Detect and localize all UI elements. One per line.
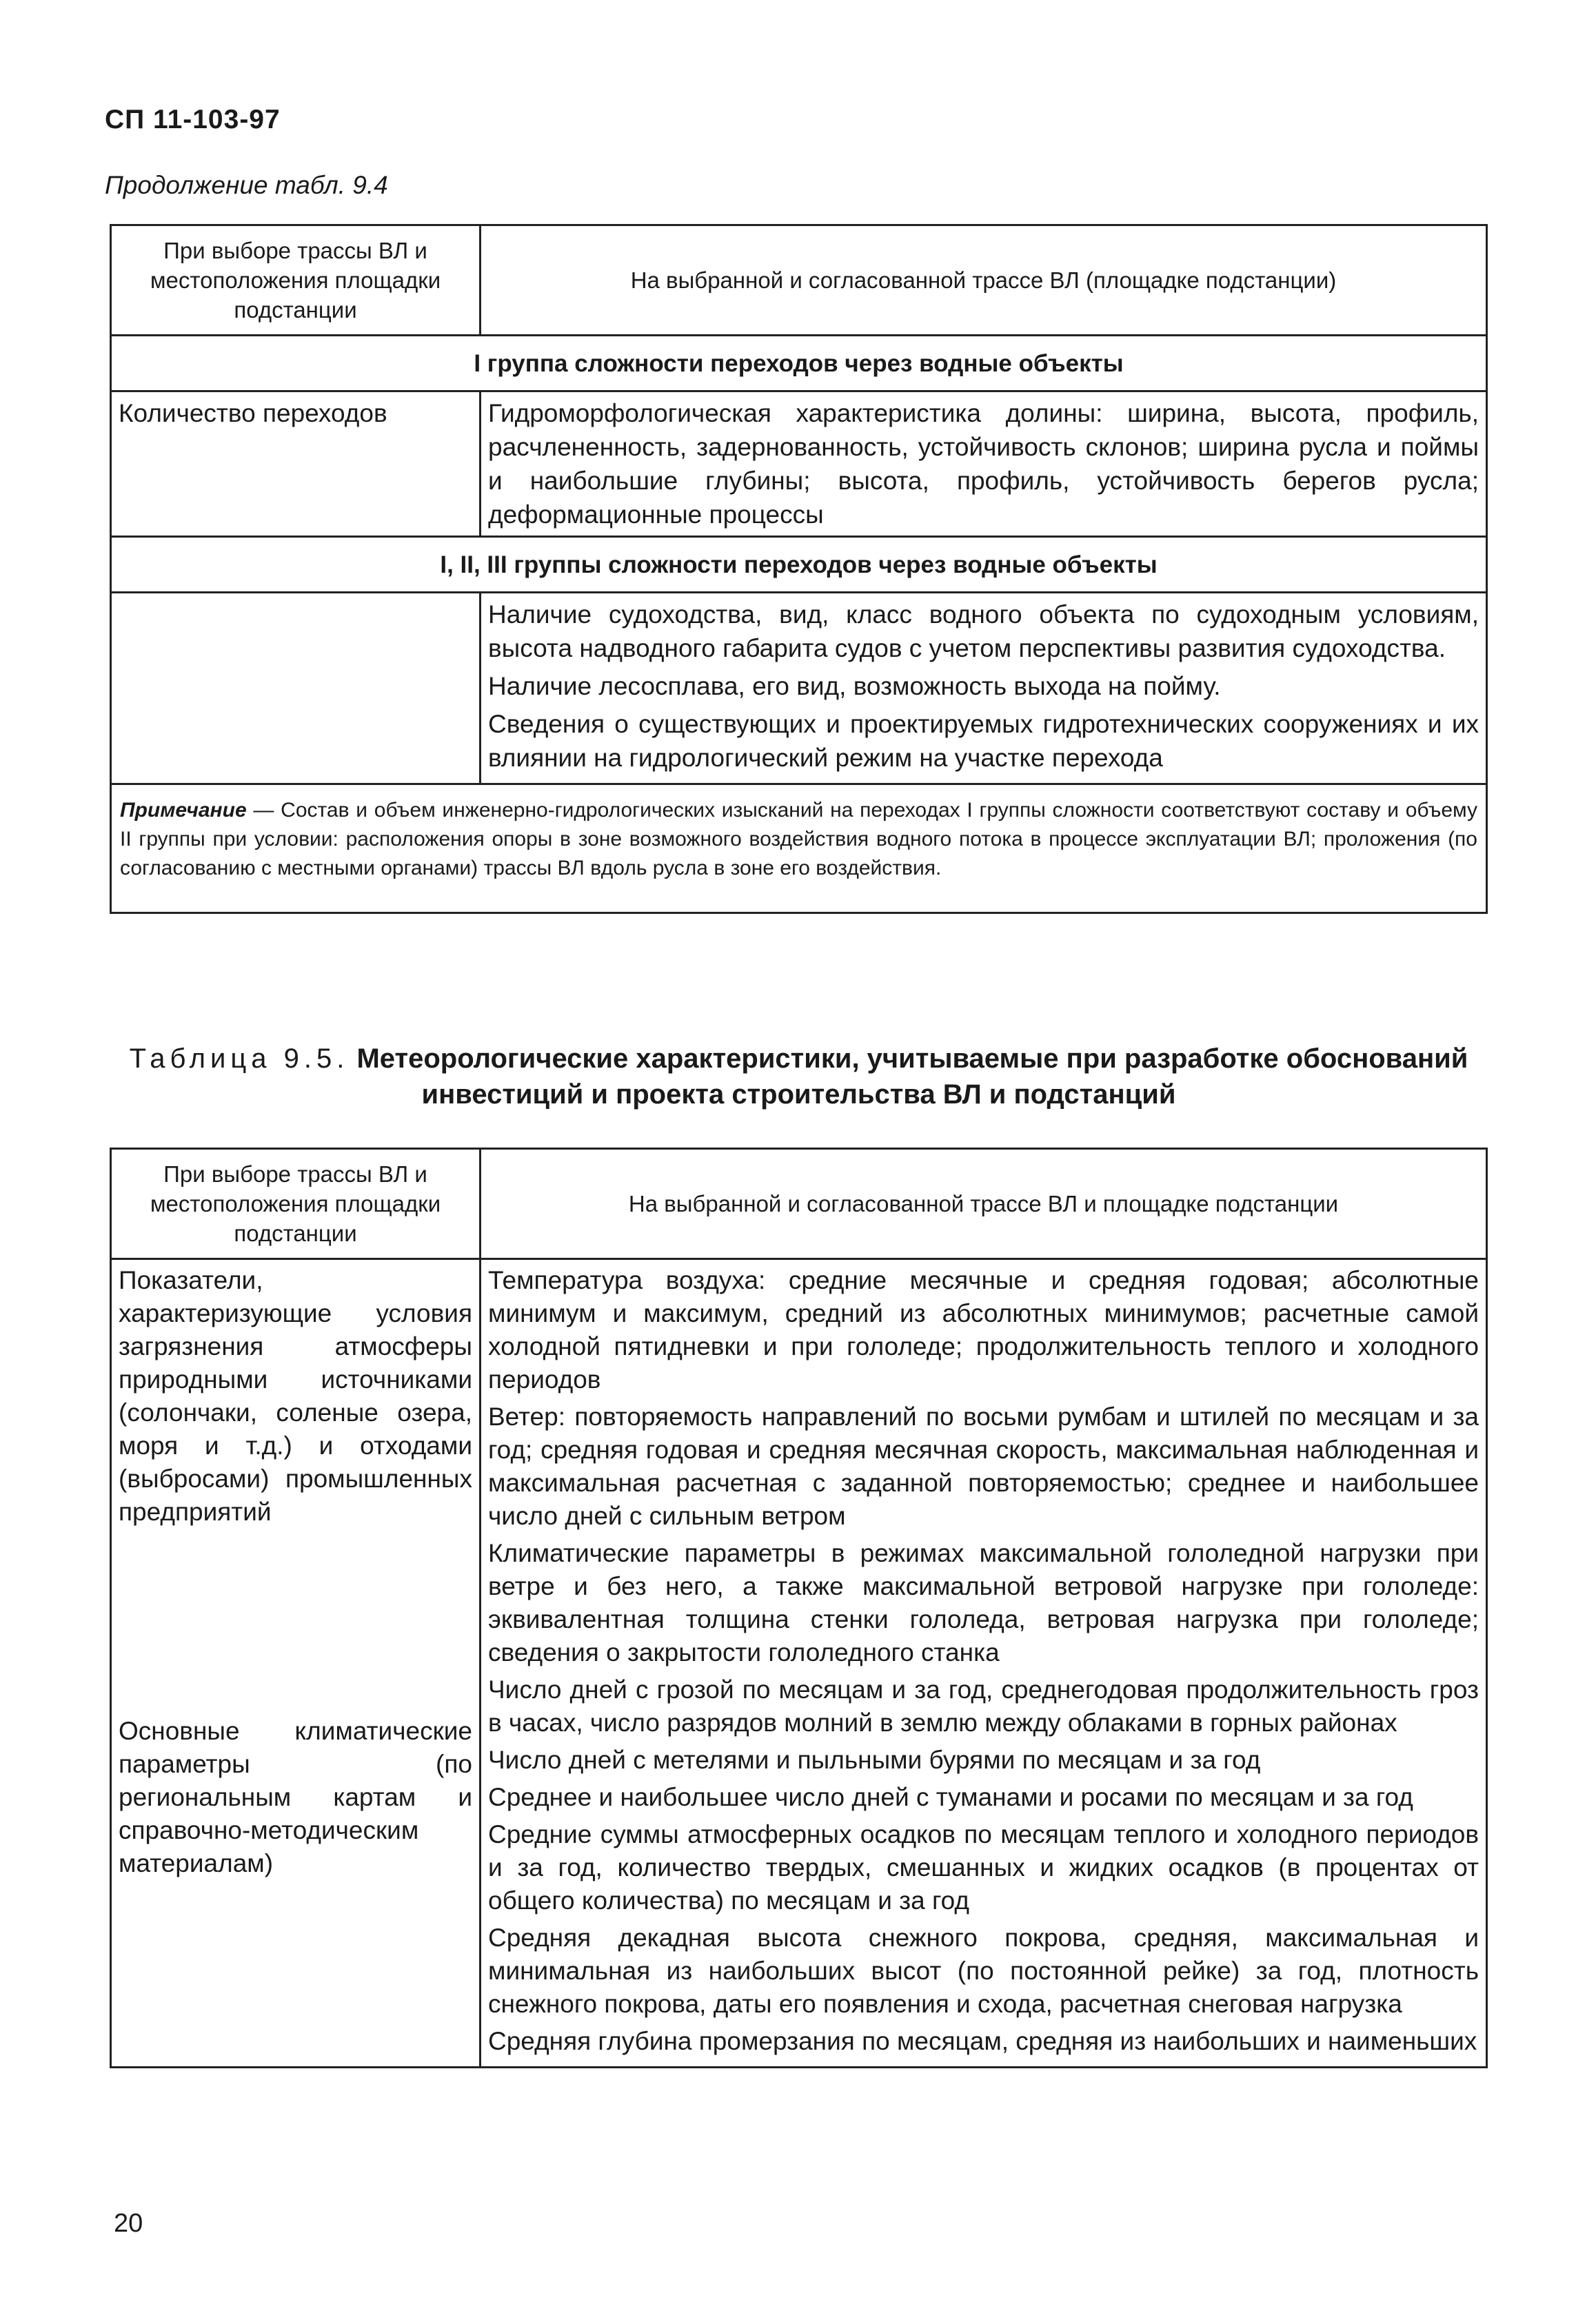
table94-row1-label: Количество переходов [111,391,481,537]
table95-title-text: Метеорологические характеристики, учитываемые при разработке обоснований инвестиций и проекта строительства ВЛ и подстанций [356,1043,1468,1110]
table95-left-block-2: Основные климатические параметры (по региональным картам и справочно-методическим материалам) [119,1717,472,1877]
table94-col1-header: При выборе трассы ВЛ и местоположения площадки подстанции [111,225,481,336]
table95-item: Число дней с грозой по месяцам и за год, среднегодовая продолжительность гроз в часах, число разрядов молний в землю между облаками в горных районах [488,1675,1479,1737]
table94-row2-text [481,593,1487,784]
table94-group1-heading: I группа сложности переходов через водные объекты [111,336,1487,391]
table95-col1-header: При выборе трассы ВЛ и местоположения площадки подстанции [111,1149,481,1259]
table95-item: Средняя декадная высота снежного покрова, средняя, максимальная и минимальная из наибольших высот (по постоянной рейке) за год, плотность снежного покрова, даты его появления и схода, расчетная снеговая нагрузка [488,1924,1479,2018]
continuation-label: Продолжение табл. 9.4 [105,171,388,199]
table94-group2-heading: I, II, III группы сложности переходов через водные объекты [111,537,1487,593]
table95-right-cell [481,1259,1487,2068]
table94-note [111,784,1487,913]
page-number: 20 [114,2209,143,2238]
table95-item: Температура воздуха: средние месячные и средняя годовая; абсолютные минимум и максимум, средний из абсолютных минимумов; расчетные самой холодной пятидневки и при гололеде; продолжительность теплого и холодного периодов [488,1266,1479,1394]
table95-item: Средняя глубина промерзания по месяцам, средняя из наибольших и наименьших [488,2027,1477,2055]
table95-item: Средние суммы атмосферных осадков по месяцам теплого и холодного периодов и за год, количество твердых, смешанных и жидких осадков (в процентах от общего количества) по месяцам и за год [488,1820,1479,1915]
table94-row2-para: Наличие лесосплава, его вид, возможность выхода на пойму. [488,672,1221,700]
table95-item: Среднее и наибольшее число дней с туманами и росами по месяцам и за год [488,1783,1413,1811]
table94-col2-header: На выбранной и согласованной трассе ВЛ (площадке подстанции) [481,225,1487,336]
table95-item: Климатические параметры в режимах максимальной гололедной нагрузки при ветре и без него, а также максимальной ветровой нагрузке при гололеде: эквивалентная толщина стенки гололеда, ветровая нагрузка при гололеде; сведения о закрытости гололедного станка [488,1539,1479,1666]
table94-row2-para: Наличие судоходства, вид, класс водного объекта по судоходным условиям, высота надводного габарита судов с учетом перспективы развития судоходства. [488,600,1479,662]
table95-item: Ветер: повторяемость направлений по восьми румбам и штилей по месяцам и за год; средняя годовая и средняя месячная скорость, максимальная наблюденная и максимальная расчетная с заданной повторяемостью; среднее и наибольшее число дней с сильным ветром [488,1403,1479,1530]
table94-row2-para: Сведения о существующих и проектируемых гидротехнических сооружениях и их влиянии на гидрологический режим на участке перехода [488,710,1479,772]
table-9-4 [110,224,1488,914]
table95-left-cell [111,1259,481,2068]
table95-left-block-1: Показатели, характеризующие условия загрязнения атмосферы природными источниками (солончаки, соленые озера, моря и т.д.) и отходами (выбросами) промышленных предприятий [119,1266,472,1526]
note-text: — Состав и объем инженерно-гидрологических изысканий на переходах I группы сложности соответствуют составу и объему II группы при условии: расположения опоры в зоне возможного воздействия водного потока в процессе эксплуатации ВЛ; проложения (по согласованию с местными органами) трассы ВЛ вдоль русла в зоне его воздействия. [120,799,1477,879]
table-9-5-title [110,1041,1488,1112]
table95-label: Таблица 9.5. [129,1043,350,1074]
table95-col2-header: На выбранной и согласованной трассе ВЛ и площадке подстанции [481,1149,1487,1259]
note-label: Примечание [120,799,247,822]
doc-code: СП 11-103-97 [105,105,281,134]
table94-row2-label-empty [111,593,481,784]
table95-item: Число дней с метелями и пыльными бурями по месяцам и за год [488,1746,1261,1774]
table94-row1-text: Гидроморфологическая характеристика долины: ширина, высота, профиль, расчлененность, задернованность, устойчивость склонов; ширина русла и поймы и наибольшие глубины; высота, профиль, устойчивость берегов русла; деформационные процессы [481,391,1487,537]
table-9-5 [110,1148,1488,2068]
